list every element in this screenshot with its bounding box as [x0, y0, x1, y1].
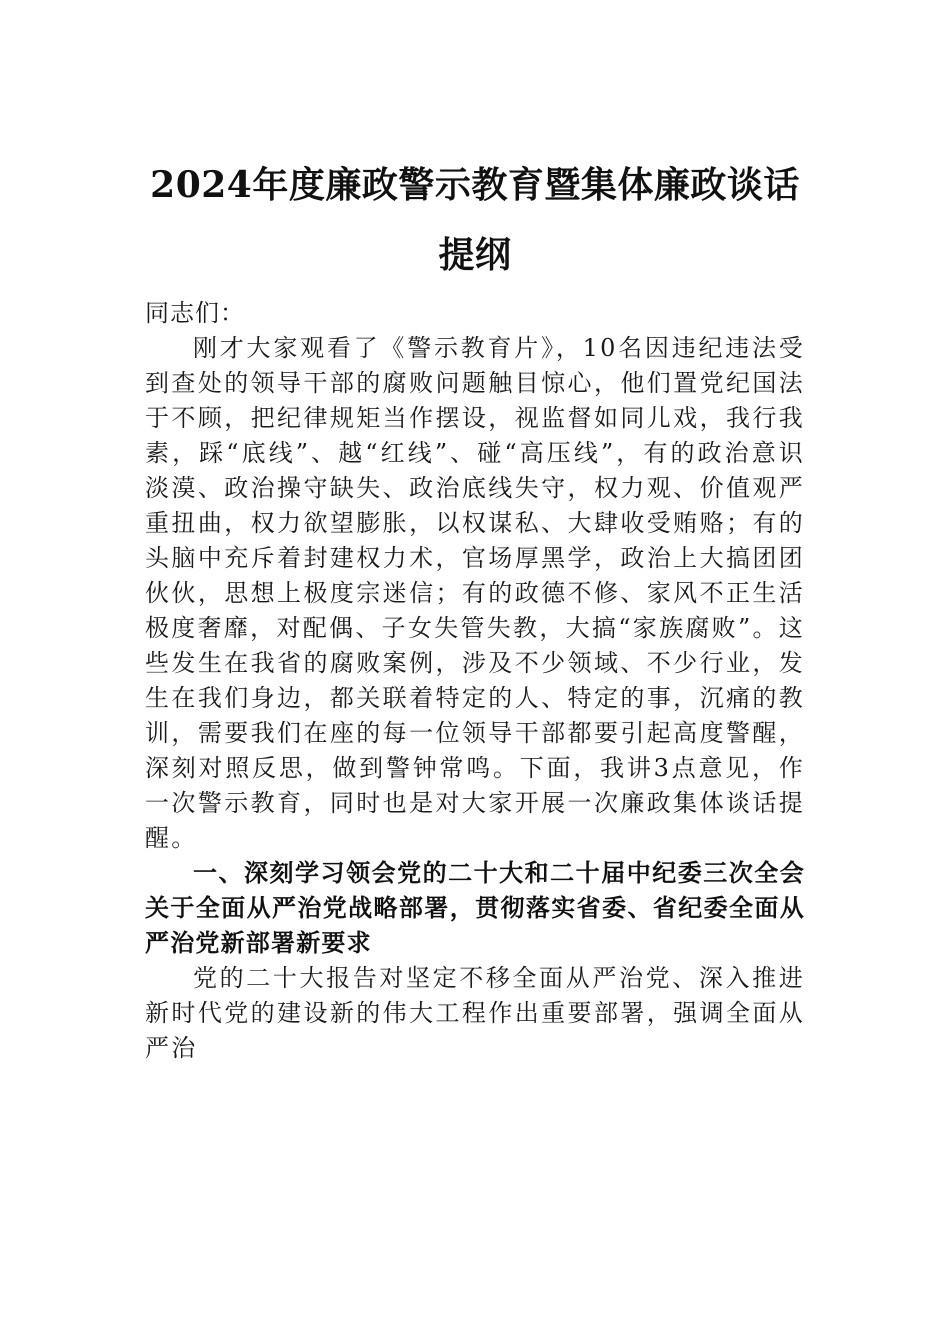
document-title: 2024年度廉政警示教育暨集体廉政谈话提纲 — [150, 164, 800, 276]
document-page — [145, 150, 805, 1066]
section-1-heading: 一、深刻学习领会党的二十大和二十届中纪委三次全会关于全面从严治党战略部署，贯彻落实省委、省纪委全面从严治党新部署新要求 — [145, 859, 805, 957]
salutation: 同志们： — [145, 299, 245, 327]
intro-paragraph: 刚才大家观看了《警示教育片》，10名因违纪违法受到查处的领导干部的腐败问题触目惊心，他们置党纪国法于不顾，把纪律规矩当作摆设，视监督如同儿戏，我行我素，踩“底线”、越“红线”、碰“高压线”，有的政治意识淡漠、政治操守缺失、政治底线失守，权力观、价值观严重扭曲，权力欲望膨胀，以权谋私、大肆收受贿赂；有的头脑中充斥着封建权力术，官场厚黑学，政治上大搞团团伙伙，思想上极度宗迷信；有的政德不修、家风不正生活极度奢靡，对配偶、子女失管失教，大搞“家族腐败”。这些发生在我省的腐败案例，涉及不少领域、不少行业，发生在我们身边，都关联着特定的人、特定的事，沉痛的教训，需要我们在座的每一位领导干部都要引起高度警醒，深刻对照反思，做到警钟常鸣。下面，我讲3点意见，作一次警示教育，同时也是对大家开展一次廉政集体谈话提醒。 — [145, 334, 805, 852]
section-1-paragraph: 党的二十大报告对坚定不移全面从严治党、深入推进新时代党的建设新的伟大工程作出重要部署，强调全面从严治 — [145, 964, 805, 1062]
